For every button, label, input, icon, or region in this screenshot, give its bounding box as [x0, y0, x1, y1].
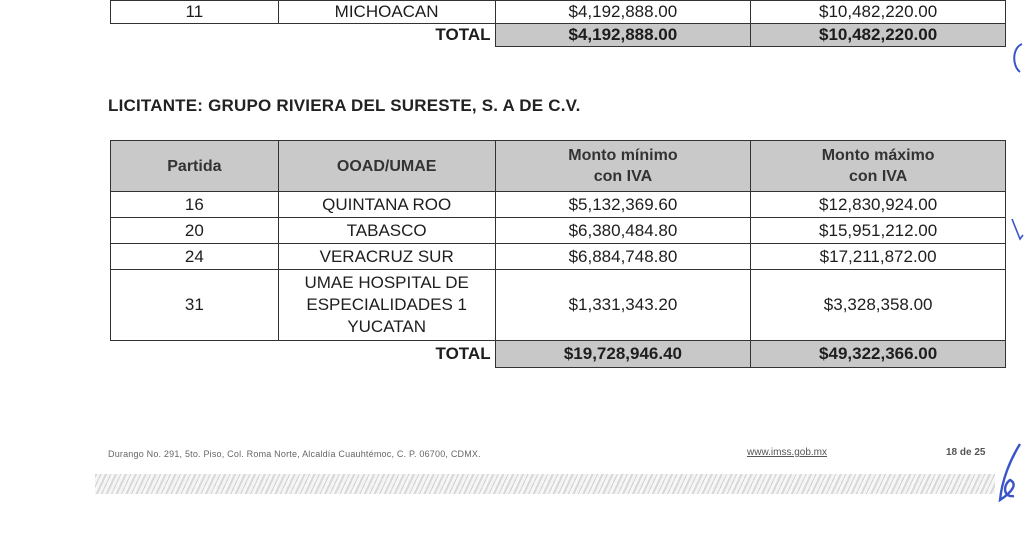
total-row: [111, 341, 1006, 368]
signature-mark-icon: [1008, 40, 1024, 80]
security-pattern-band: [95, 474, 995, 494]
partida-cell: 20: [111, 218, 279, 244]
partida-cell: 31: [111, 270, 279, 341]
max-amount-cell: $15,951,212.00: [751, 218, 1006, 244]
table-row: [111, 218, 1006, 244]
header-ooad: OOAD/UMAE: [278, 141, 495, 192]
max-amount-cell: $10,482,220.00: [751, 1, 1006, 24]
ooad-cell: QUINTANA ROO: [278, 192, 495, 218]
total-label: TOTAL: [435, 25, 491, 45]
min-amount-cell: $5,132,369.60: [495, 192, 751, 218]
partida-cell: 11: [111, 1, 279, 24]
header-max-amount: Monto máximo con IVA: [751, 141, 1006, 192]
bidder-amounts-table: [110, 140, 1006, 368]
min-amount-cell: $1,331,343.20: [495, 270, 751, 341]
max-amount-cell: $12,830,924.00: [751, 192, 1006, 218]
table-row: [111, 270, 1006, 341]
total-max: $10,482,220.00: [751, 24, 1006, 47]
max-amount-cell: $17,211,872.00: [751, 244, 1006, 270]
total-min: $19,728,946.40: [495, 341, 751, 368]
ooad-cell: MICHOACAN: [278, 1, 495, 24]
min-amount-cell: $6,884,748.80: [495, 244, 751, 270]
total-max: $49,322,366.00: [751, 341, 1006, 368]
ooad-cell: TABASCO: [278, 218, 495, 244]
total-min: $4,192,888.00: [495, 24, 751, 47]
signature-scribble-icon: [992, 440, 1024, 510]
table-header-row: [111, 141, 1006, 192]
table-row: [111, 244, 1006, 270]
total-label: TOTAL: [435, 344, 491, 364]
min-amount-cell: $4,192,888.00: [495, 1, 751, 24]
ooad-cell: VERACRUZ SUR: [278, 244, 495, 270]
partida-cell: 24: [111, 244, 279, 270]
header-min-amount: Monto mínimo con IVA: [495, 141, 751, 192]
ooad-cell: UMAE HOSPITAL DE ESPECIALIDADES 1 YUCATAN: [278, 270, 495, 341]
signature-mark-icon: [1010, 215, 1024, 245]
previous-bidder-table: [110, 0, 1006, 47]
partida-cell: 16: [111, 192, 279, 218]
max-amount-cell: $3,328,358.00: [751, 270, 1006, 341]
page-number: 18 de 25: [946, 447, 986, 458]
total-row: [111, 24, 1006, 47]
footer-address: Durango No. 291, 5to. Piso, Col. Roma Norte, Alcaldía Cuauhtémoc, C. P. 06700, CDMX.: [108, 449, 481, 459]
min-amount-cell: $6,380,484.80: [495, 218, 751, 244]
header-partida: Partida: [111, 141, 279, 192]
table-row: [111, 1, 1006, 24]
table-row: [111, 192, 1006, 218]
footer-website-link[interactable]: www.imss.gob.mx: [747, 447, 828, 458]
bidder-heading: LICITANTE: GRUPO RIVIERA DEL SURESTE, S. A DE C.V.: [108, 96, 581, 115]
